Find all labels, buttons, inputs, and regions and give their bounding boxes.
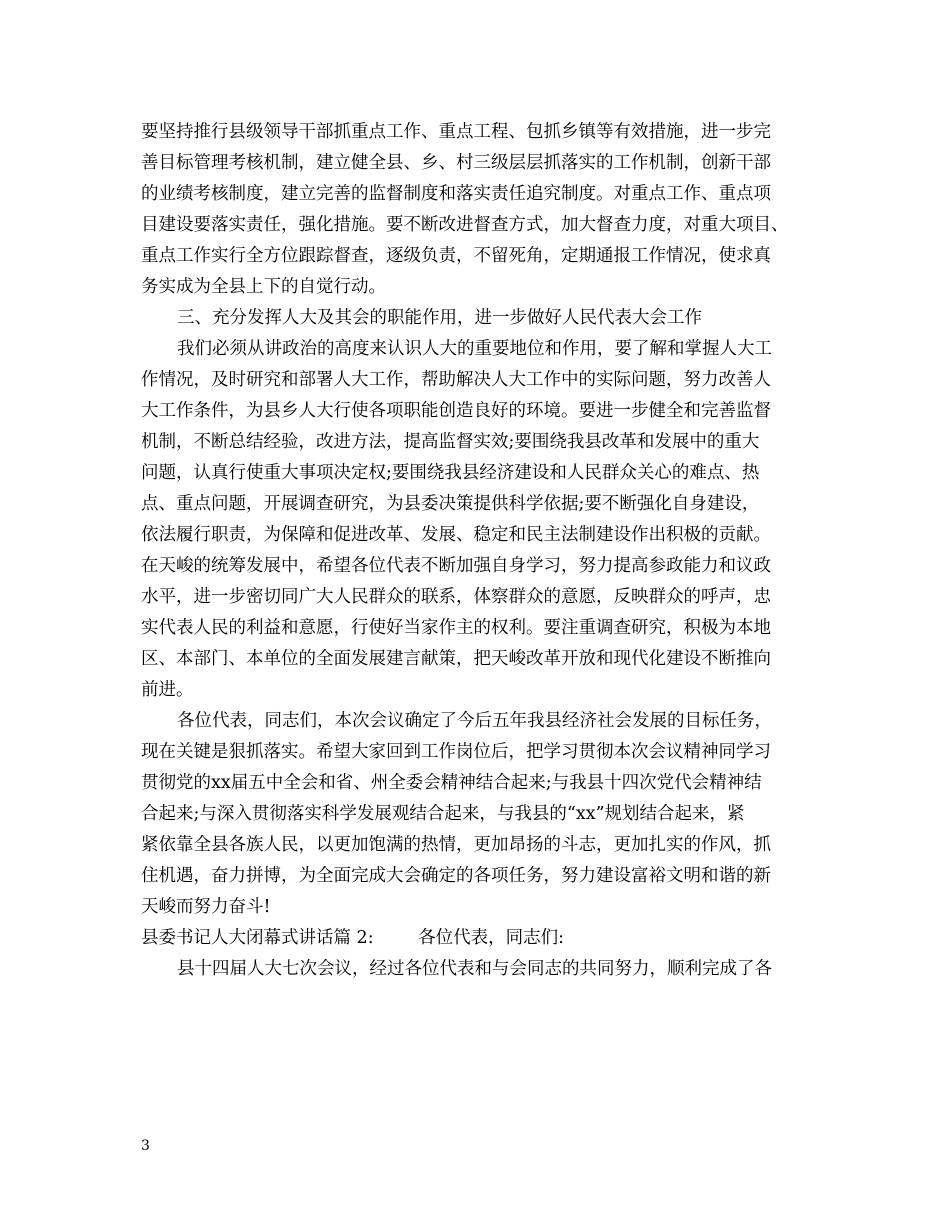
body-line: 住机遇，奋力拼博，为全面完成大会确定的各项任务，努力建设富裕文明和谐的新 — [141, 866, 771, 886]
speech-title-line: 县委书记人大闭幕式讲话篇 2: 各位代表，同志们: — [141, 928, 564, 948]
body-line: 区、本部门、本单位的全面发展建言献策，把天峻改革开放和现代化建设不断推向 — [141, 649, 771, 669]
body-line: 天峻而努力奋斗! — [141, 897, 271, 917]
body-line: 务实成为全县上下的自觉行动。 — [141, 277, 386, 297]
body-line: 目建设要落实责任，强化措施。要不断改进督查方式，加大督查力度，对重大项目、 — [141, 215, 789, 235]
body-line: 实代表人民的利益和意愿，行使好当家作主的权利。要注重调查研究，积极为本地 — [141, 618, 771, 638]
body-line: 我们必须从讲政治的高度来认识人大的重要地位和作用，要了解和掌握人大工 — [177, 339, 772, 359]
document-body — [141, 117, 821, 985]
body-line: 水平，进一步密切同广大人民群众的联系，体察群众的意愿，反映群众的呼声，忠 — [141, 587, 771, 607]
body-line: 重点工作实行全方位跟踪督查，逐级负责，不留死角，定期通报工作情况，使求真 — [141, 246, 771, 266]
body-line: 前进。 — [141, 680, 194, 700]
body-line: 在天峻的统筹发展中，希望各位代表不断加强自身学习，努力提高参政能力和议政 — [141, 556, 771, 576]
body-line: 机制，不断总结经验，改进方法，提高监督实效;要围绕我县改革和发展中的重大 — [141, 432, 760, 452]
body-line: 善目标管理考核机制，建立健全县、乡、村三级层层抓落实的工作机制，创新干部 — [141, 153, 771, 173]
body-line: 各位代表，同志们，本次会议确定了今后五年我县经济社会发展的目标任务， — [177, 711, 772, 731]
body-line: 贯彻党的xx届五中全会和省、州全委会精神结合起来;与我县十四次党代会精神结 — [141, 773, 762, 793]
body-line: 现在关键是狠抓落实。希望大家回到工作岗位后，把学习贯彻本次会议精神同学习 — [141, 742, 771, 762]
body-line: 大工作条件，为县乡人大行使各项职能创造良好的环境。要进一步健全和完善监督 — [141, 401, 771, 421]
body-line: 作情况，及时研究和部署人大工作，帮助解决人大工作中的实际问题，努力改善人 — [141, 370, 771, 390]
body-line: 问题，认真行使重大事项决定权;要围绕我县经济建设和人民群众关心的难点、热 — [141, 463, 760, 483]
body-line: 的业绩考核制度，建立完善的监督制度和落实责任追究制度。对重点工作、重点项 — [141, 184, 771, 204]
page-number: 3 — [141, 1138, 150, 1154]
body-line: 依法履行职责，为保障和促进改革、发展、稳定和民主法制建设作出积极的贡献。 — [141, 525, 771, 545]
body-line: 县十四届人大七次会议，经过各位代表和与会同志的共同努力，顺利完成了各 — [177, 959, 772, 979]
body-line: 要坚持推行县级领导干部抓重点工作、重点工程、包抓乡镇等有效措施，进一步完 — [141, 122, 771, 142]
body-line: 合起来;与深入贯彻落实科学发展观结合起来，与我县的“xx”规划结合起来，紧 — [141, 804, 745, 824]
body-line: 点、重点问题，开展调查研究，为县委决策提供科学依据;要不断强化自身建设， — [141, 494, 760, 514]
section-heading: 三、充分发挥人大及其会的职能作用，进一步做好人民代表大会工作 — [177, 308, 702, 328]
body-line: 紧依靠全县各族人民，以更加饱满的热情，更加昂扬的斗志，更加扎实的作风，抓 — [141, 835, 771, 855]
